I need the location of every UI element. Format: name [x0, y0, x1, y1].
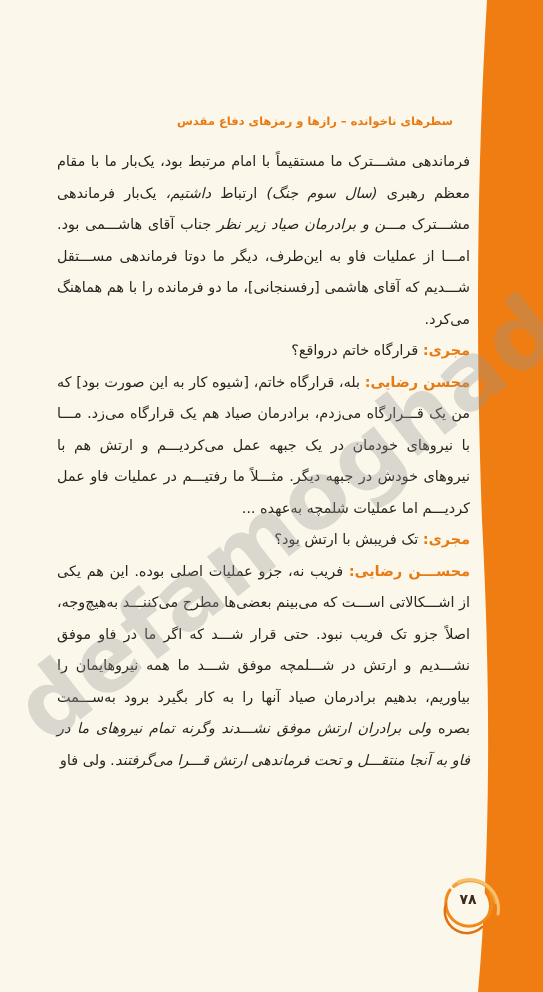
speaker-label: محســـن رضایی: [348, 563, 471, 580]
paragraph [57, 147, 470, 336]
page-number: ۷۸ [459, 892, 477, 908]
text-run: بله، قرارگاه خاتم، [شیوه کار به این صورت بود] که من یک قـــرارگاه می‌زدم، برادرمان صیاد هم یک قرارگاه می‌زد. مـــا با نیروهای خودمان در یک جبهه عمل می‌کردیـــم و ارتش هم با نیروهای خودش در جبهه دیگر. مثـــلاً ما رفتیـــم در عملیات فاو عمل کردیـــم اما عملیات شلمچه به‌عهده ... [57, 374, 470, 517]
speaker-label: مجری: [422, 532, 470, 548]
text-run: فریب نه، جزو عملیات اصلی بوده. این هم یکی از اشـــکالاتی اســـت که می‌بینم بعضی‌ها مطرح می‌کننـــد به‌هیچ‌وجه، اصلاً جزو تک فریب نبود. حتی قرار شـــد که اگر ما در فاو موفق نشـــدیم و ارتش در شـــلمچه موفق شـــد ما همه نیروهایمان را بیاوریم، بدهیم برادرمان صیاد آنها را به کار بگیرد برود به‌ســـمت بصره [57, 563, 470, 737]
text-run: جناب آقای هاشـــمی بود. امـــا از عملیات فاو به این‌طرف، دیگر ما دوتا فرماندهی مســـتقل شـــدیم که آقای هاشمی [رفسنجانی]، ما دو فرمانده را با هم هماهنگ می‌کرد. [57, 217, 470, 328]
text-run: یک‌بار فرماندهی مشـــترک [57, 185, 470, 233]
emphasized-text: ولی برادران ارتش موفق نشـــدند وگرنه تمام نیروهای ما در فاو به آنجا منتقـــل و تحت فرماندهی ارتش قـــرا می‌گرفتند. [57, 721, 470, 769]
text-run: قرارگاه خاتم درواقع؟ [291, 343, 423, 359]
text-run: فرماندهی مشـــترک ما مستقیماً با امام مرتبط بود، یک‌بار ما با مقام معظم رهبری [57, 154, 470, 202]
speaker-label: مجری: [422, 343, 470, 359]
orange-side-band [478, 0, 543, 992]
emphasized-text: داشتیم، [165, 185, 212, 202]
text-run: تک فریبش با ارتش بود؟ [274, 532, 423, 548]
emphasized-text: مـــن و برادرمان صیاد زیر نظر [217, 217, 406, 233]
running-header: سطرهای ناخوانده – رازها و رمزهای دفاع مقدس [177, 114, 453, 128]
emphasized-text: (سال سوم جنگ) [266, 185, 378, 202]
text-run: ارتباط [211, 185, 267, 202]
text-run: ولی فاو [59, 752, 111, 769]
speaker-label: محسن رضایی: [364, 374, 470, 391]
